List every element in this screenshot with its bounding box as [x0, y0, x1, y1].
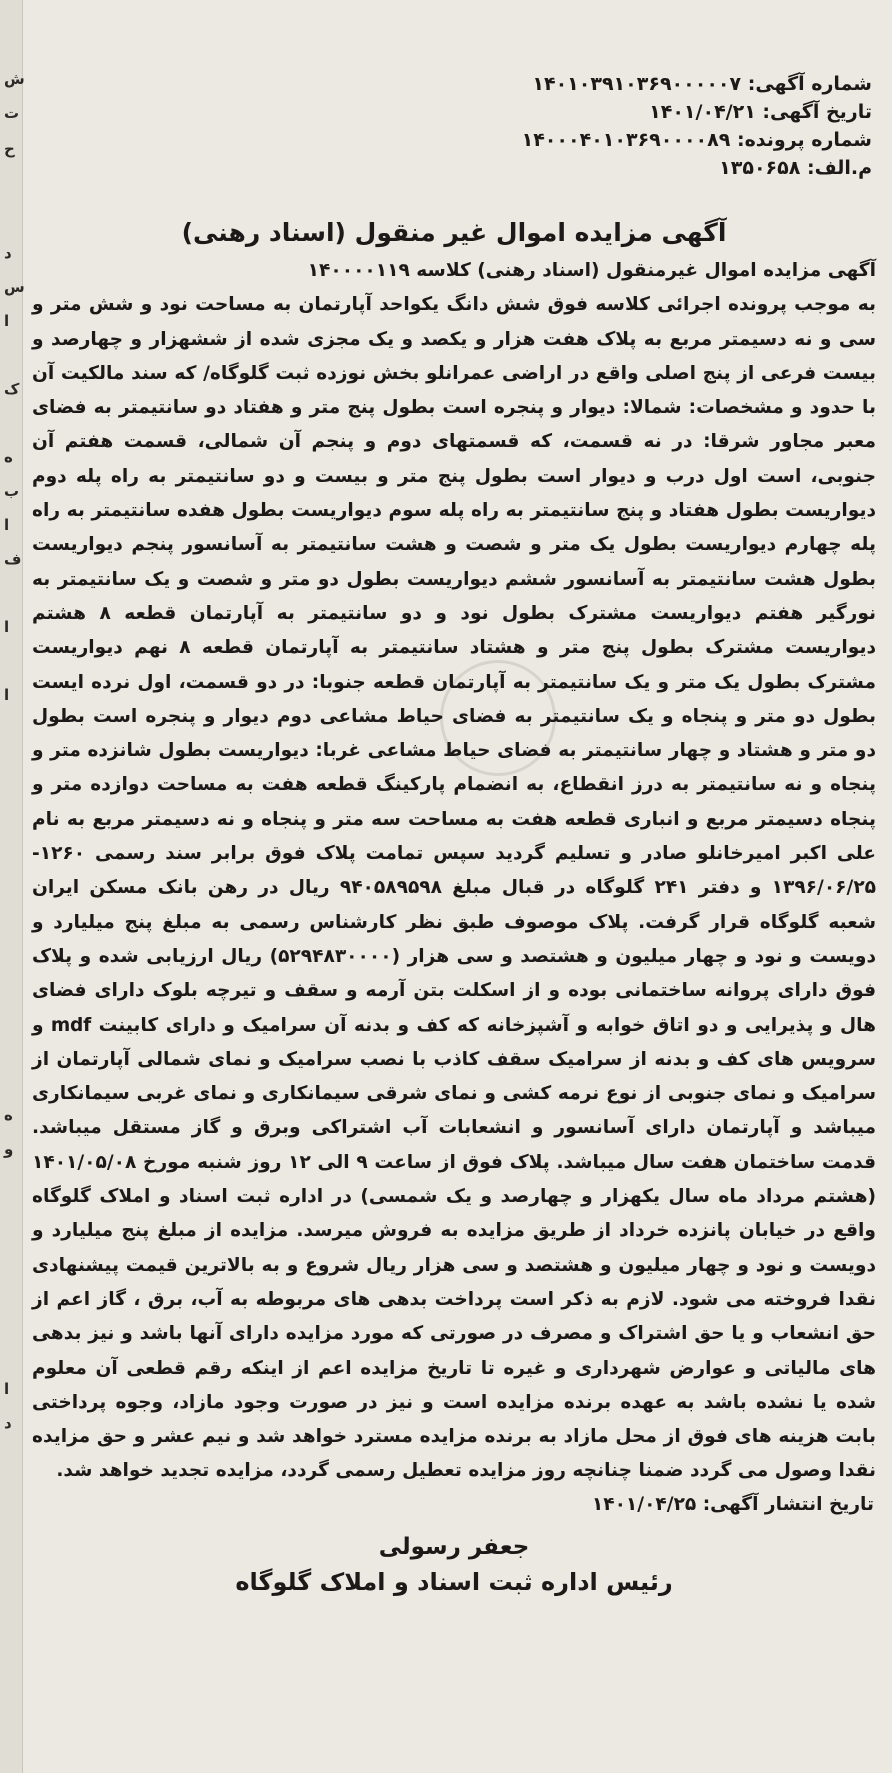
gutter-char: و — [4, 1140, 14, 1158]
gutter-char: ک — [4, 380, 20, 398]
ad-number: شماره آگهی: ۱۴۰۱۰۳۹۱۰۳۶۹۰۰۰۰۰۷ — [532, 73, 872, 95]
gutter-char: ا — [4, 618, 10, 636]
signatory-name: جعفر رسولی — [378, 1533, 530, 1560]
gutter-char: د — [4, 244, 12, 262]
gutter-char: ا — [4, 516, 10, 534]
auction-notice — [30, 70, 878, 1599]
notice-subheadline: آگهی مزایده اموال غیرمنقول (اسناد رهنی) کلاسه ۱۴۰۰۰۰۱۱۹ — [307, 260, 876, 281]
signatory-title: رئیس اداره ثبت اسناد و املاک گلوگاه — [235, 1567, 673, 1596]
notice-body: به موجب پرونده اجرائی کلاسه فوق شش دانگ یکواحد آپارتمان به مساحت نود و شش متر و سی و نه دسیمتر مربع به پلاک هفت هزار و یکصد و یک مجزی شده از ششهزار و چهارصد و بیست فرعی از پنج اصلی واقع در اراضی عمرانلو بخش نوزده ثبت گلوگاه/ که سند مالکیت آن با حدود و مشخصات: شمالا: دیوار و پنجره است بطول پنج متر و هفتاد دو سانتیمتر به فضای معبر مجاور شرقا: در نه قسمت، که قسمتهای دوم و پنجم آن شمالی، قسمت هفتم آن جنوبی، است اول درب و دیوار است بطول پنج متر و بیست و دو سانتیمتر به راه پله دوم دیواریست بطول هفتاد و پنج سانتیمتر به راه پله سوم دیواریست بطول هفده سانتیمتر به راه پله چهارم دیواریست بطول یک متر و شصت و هشت سانتیمتر به آسانسور پنجم دیواریست بطول هشت سانتیمتر به آسانسور ششم دیواریست بطول دو متر و شصت و یک سانتیمتر به نورگیر هفتم دیواریست مشترک بطول نود و دو سانتیمتر به آپارتمان قطعه ۸ هشتم دیواریست مشترک بطول پنج متر و هشتاد سانتیمتر به آپارتمان قطعه ۸ نهم دیواریست مشترک بطول یک متر و یک سانتیمتر به آپارتمان قطعه جنوبا: در دو قسمت، اول نرده ایست بطول دو متر و پنجاه و یک سانتیمتر به فضای حیاط مشاعی دوم دیوار و پنجره است بطول دو متر و هشتاد و چهار سانتیمتر به فضای حیاط مشاعی غربا: دیواریست بطول شانزده متر و پنجاه و نه سانتیمتر به درز انقطاع، به انضمام پارکینگ قطعه هفت به مساحت دوازده متر و پنجاه دسیمتر مربع و انباری قطعه هفت به مساحت سه متر و پنجاه و نه دسیمتر مربع به نام علی اکبر امیرخانلو صادر و تسلیم گردید سپس تمامت پلاک فوق برابر سند رسمی ۱۲۶۰- ۱۳۹۶/۰۶/۲۵ و دفتر ۲۴۱ گلوگاه در قبال مبلغ ۹۴۰۵۸۹۵۹۸ ریال در رهن بانک مسکن ایران شعبه گلوگاه قرار گرفت. پلاک موصوف طبق نظر کارشناس رسمی به مبلغ پنج میلیارد و دویست و نود و چهار میلیون و هشتصد و سی هزار (۵۲۹۴۸۳۰۰۰۰) ریال ارزیابی شده و پلاک فوق دارای پروانه ساختمانی بوده و از اسکلت بتن آرمه و سقف و تیرچه بلوک دارای فضای هال و پذیرایی و دو اتاق خوابه و آشپزخانه که کف و بدنه آن سرامیک و دارای کابینت mdf و سرویس های کف و بدنه از سرامیک سقف کاذب با نصب سرامیک و نمای شمالی آپارتمان از سرامیک و نمای جنوبی از نوع نرمه کشی و نمای شرقی سیمانکاری و نمای غربی سیمانکاری میباشد و آپارتمان دارای آسانسور و انشعابات آب اشتراکی وبرق و گاز مستقل میباشد. قدمت ساختمان هفت سال میباشد. پلاک فوق از ساعت ۹ الی ۱۲ روز شنبه مورخ ۱۴۰۱/۰۵/۰۸ (هشتم مرداد ماه سال یکهزار و چهارصد و یک شمسی) در اداره ثبت اسناد و املاک گلوگاه واقع در خیابان پانزده خرداد از طریق مزایده به فروش میرسد. مزایده از مبلغ پنج میلیارد و دویست و نود و چهار میلیون و هشتصد و سی هزار ریال شروع و به بالاترین قیمت پیشنهادی نقدا فروخته می شود. لازم به ذکر است پرداخت بدهی های مربوطه به آب، برق ، گاز اعم از حق انشعاب و یا حق اشتراک و مصرف در صورتی که مورد مزایده دارای آنها باشد و نیز بدهی های مالیاتی و عوارض شهرداری و غیره تا تاریخ مزایده اعم از اینکه رقم قطعی آن معلوم شده یا نشده باشد به عهده برنده مزایده است و نیز در صورت وجود مازاد، وجوه پرداختی بابت هزینه های فوق از محل مازاد به برنده مزایده مسترد خواهد شد و نیم عشر و حق مزایده نقدا وصول می گردد ضمنا چنانچه روز مزایده تعطیل رسمی گردد، مزایده تجدید خواهد شد. — [32, 294, 877, 1482]
gutter-char: ا — [4, 1380, 10, 1398]
ad-date: تاریخ آگهی: ۱۴۰۱/۰۴/۲۱ — [649, 101, 872, 123]
gutter-char: ه — [4, 1106, 13, 1124]
publish-date: تاریخ انتشار آگهی: ۱۴۰۱/۰۴/۲۵ — [591, 1493, 874, 1515]
gutter-char: ف — [4, 550, 22, 568]
gutter-char: ا — [4, 686, 10, 704]
gutter-char: س — [4, 278, 25, 296]
notice-headline: آگهی مزایده اموال غیر منقول (اسناد رهنی) — [181, 218, 727, 247]
gutter-char: د — [4, 1414, 12, 1432]
gutter-char: ه — [4, 448, 13, 466]
reference-code: م.الف: ۱۳۵۰۶۵۸ — [719, 157, 872, 179]
case-number: شماره پرونده: ۱۴۰۰۰۴۰۱۰۳۶۹۰۰۰۰۸۹ — [521, 129, 872, 151]
gutter-char: ح — [4, 140, 15, 158]
adjacent-column-edge — [0, 0, 23, 1773]
gutter-char: ت — [4, 104, 20, 122]
gutter-char: ب — [4, 482, 20, 500]
gutter-char: ا — [4, 312, 10, 330]
gutter-char: ش — [4, 70, 25, 88]
